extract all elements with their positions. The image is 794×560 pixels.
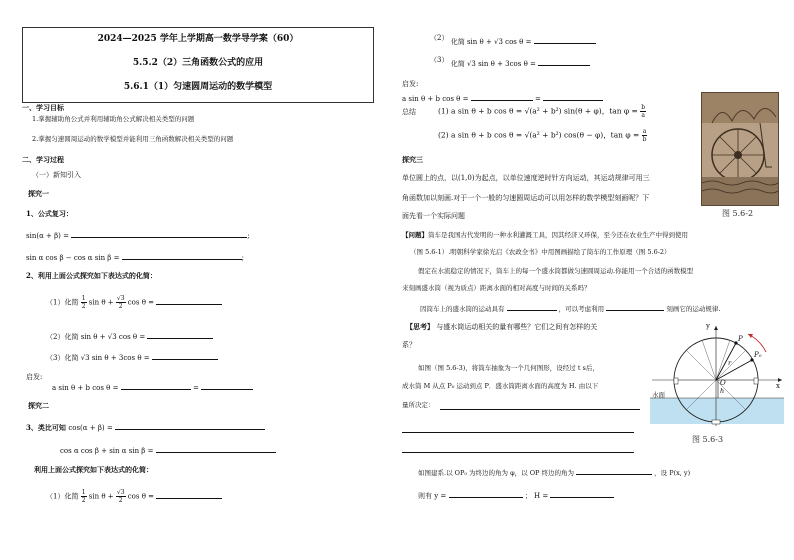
analogy-expr: cos(α + β) = (68, 424, 113, 432)
point-p-label: P (738, 335, 743, 343)
item3-line (46, 352, 218, 362)
waterwheel-illustration (701, 92, 779, 206)
answer-line-3 (402, 445, 634, 455)
blank-r3[interactable] (538, 58, 590, 66)
question-label: 【问题】 (402, 231, 428, 239)
analogy-prefix: 3、类比可知 (26, 423, 66, 432)
model-line-1: 如图（图 5.6-3)，将筒车抽象为一个几何图形，设经过 t s后， (418, 364, 599, 372)
r3-line: （3） 化简 √3 sin θ + 3cos θ = (430, 58, 590, 68)
item1-prefix: （1）化简 (46, 298, 79, 307)
item4-expr: sin θ + (88, 492, 116, 501)
simplify-heading: 2、利用上面公式探究如下表达式的化简： (26, 271, 157, 280)
para-line-3: 面先看一个实际问题 (402, 212, 465, 220)
r3-expr: √3 sin θ + 3cos θ = (466, 60, 536, 68)
blank-insight-2[interactable] (201, 382, 253, 390)
header-topic: 5.6.1（1）匀速圆周运动的数学模型 (123, 82, 273, 92)
header-box (22, 27, 374, 103)
blank-insight-1[interactable] (121, 382, 191, 390)
formula-expr: sin α cos β − cos α sin β = (26, 254, 120, 262)
blank-angle[interactable] (576, 467, 652, 475)
objective-2: 2.掌握匀速圆周运动的数学模型并能利用三角函数解决相关类型的问题 (32, 135, 234, 143)
item4-line (46, 489, 222, 504)
item3-expr: √3 sin θ + 3cos θ = (80, 354, 150, 362)
blank-insight-r2[interactable] (543, 93, 603, 101)
insight-label-right: 启发: (402, 80, 419, 88)
question-line-2: （图 5.6-1）.明朝科学家徐光启《农政全书》中用图画描绘了筒车的工作原理（图 5.6-2） (410, 248, 671, 256)
r2-prefix: 化简 (450, 38, 465, 46)
wheel-diagram-svg (648, 322, 786, 428)
fraction-sqrt3-half: $\frac{√3}{2}$ (116, 295, 125, 310)
r-label: r (728, 359, 732, 367)
blank-item4[interactable] (156, 491, 222, 499)
blank-H[interactable] (550, 490, 614, 498)
blank-item2[interactable] (147, 331, 213, 339)
analogy-formula: cos α cos β + sin α sin β = (60, 447, 154, 455)
formula-sin-line: sin(α + β) = ; (26, 232, 250, 240)
blank-insight-r1[interactable] (471, 93, 533, 101)
blank-y[interactable] (449, 490, 523, 498)
insight-line-right: a sin θ + b cos θ = = (402, 93, 603, 103)
para-line-1: 单位圆上的点，以(1,0)为起点，以单位速度逆时针方向运动，其运动规律可用三 (402, 174, 650, 182)
insight-line-left: a sin θ + b cos θ = = (52, 382, 253, 392)
question-line-1: 【问题】筒车是我国古代发明的一种水利灌溉工具，因其经济又环保，至今还在农业生产中得到使用 (402, 231, 688, 239)
item1-expr: sin θ + (88, 298, 116, 307)
blank-answer-2[interactable] (402, 425, 634, 433)
item2-prefix: （2）化简 (46, 333, 79, 341)
analogy-formula-line (60, 445, 276, 455)
h-label: h (720, 387, 725, 395)
answer-line-2 (402, 425, 634, 435)
model-line-2: 成水筒 M 从点 P₀ 运动到点 P．盛水筒距离水面的高度为 H. 由以下 (402, 382, 599, 390)
summary-2: (2) a sin θ + b cos θ = √(a² + b²) cos(θ − φ)，tan φ = $\frac{a}{b}$ (438, 128, 647, 143)
blank-cos-sum[interactable] (115, 422, 265, 430)
wheel-diagram (648, 322, 786, 428)
blank-periodicity[interactable] (507, 303, 557, 311)
insight-expr: a sin θ + b cos θ = (52, 384, 119, 392)
fraction-b-a: $\frac{b}{a}$ (641, 104, 646, 119)
item2-line (46, 331, 213, 341)
blank-answer-1[interactable] (440, 402, 640, 410)
review-heading: 1、公式复习： (26, 209, 73, 218)
blank-sin-sum[interactable] (71, 230, 247, 238)
think-label: 【思考】 (406, 322, 434, 331)
origin-label: O (720, 379, 726, 387)
think-line-2: 系？ (402, 341, 416, 349)
header-section: 5.5.2（2）三角函数公式的应用 (132, 58, 264, 68)
para-line-2: 角函数加以刻画.对于一个一般的匀速圆周运动可以用怎样的数学模型刻画呢？下 (402, 194, 650, 202)
question-line-4: 来刻画盛水筒（视为质点）距离水面的相对高度与时间的关系吗？ (402, 284, 591, 292)
summary-label: 总结 (402, 108, 416, 116)
item2-expr: sin θ + √3 cos θ = (80, 333, 146, 341)
blank-sin-diff[interactable] (122, 252, 242, 260)
objectives-heading: 一、学习目标 (22, 103, 64, 112)
axis-y-label: y (706, 322, 710, 330)
blank-cos-diff[interactable] (156, 445, 276, 453)
item4-prefix: （1）化简 (46, 492, 79, 501)
fig2-caption: 图 5.6-2 (722, 209, 754, 218)
think-line-1: 【思考】 与盛水筒运动相关的量有哪些？它们之间有怎样的关 (406, 322, 598, 331)
model-line-3: 量所决定： (402, 401, 435, 409)
blank-r2[interactable] (534, 36, 596, 44)
explore2-heading: 探究二 (28, 401, 49, 410)
blank-line: 因筒车上的盛水筒的运动具有 ，可以考虑利用 刻画它的运动规律. (420, 305, 721, 313)
fraction-half-2: $\frac{1}{2}$ (81, 489, 86, 504)
item1-tail: cos θ = (127, 298, 155, 307)
intro-heading: （一）新知引入 (32, 171, 81, 179)
blank-item3[interactable] (152, 352, 218, 360)
question-line-3: 假定在水流稳定的情况下，筒车上的每一个盛水筒都做匀速圆周运动.你能用一个合适的函数模型 (418, 267, 694, 275)
fraction-sqrt3-half-2: $\frac{√3}{2}$ (116, 489, 125, 504)
r3-prefix: 化简 (450, 60, 465, 68)
blank-item1[interactable] (156, 297, 222, 305)
item4-tail: cos θ = (127, 492, 155, 501)
r2-line: （2） 化简 sin θ + √3 cos θ = (430, 36, 596, 46)
fraction-half: $\frac{1}{2}$ (81, 295, 86, 310)
header-title: 2024—2025 学年上学期高一数学导学案（60） (97, 34, 299, 44)
objective-1: 1.掌握辅助角公式并利用辅助角公式解决相关类型的问题 (32, 115, 195, 123)
process-heading: 二、学习过程 (22, 155, 64, 164)
fraction-a-b: $\frac{a}{b}$ (642, 128, 647, 143)
then-line: 则有 y = ； H = (418, 490, 614, 500)
blank-function[interactable] (606, 303, 664, 311)
item3-prefix: （3）化简 (46, 354, 79, 362)
use-heading: 利用上面公式探究如下表达式的化简： (34, 465, 153, 474)
summary-1: (1) a sin θ + b cos θ = √(a² + b²) sin(θ + φ)，tan φ = $\frac{b}{a}$ (438, 104, 646, 119)
blank-answer-3[interactable] (402, 445, 634, 453)
r2-expr: sin θ + √3 cos θ = (466, 38, 532, 46)
item1-line (46, 295, 222, 310)
waterwheel-drawing (702, 93, 778, 205)
axis-x-label: x (776, 382, 780, 390)
answer-line-1 (440, 402, 640, 412)
insight-label-left: 启发: (26, 373, 43, 381)
analogy-line (26, 422, 265, 432)
phase-line: 如图建系.以 OP₀ 为终边的角为 φ，以 OP 终边的角为 ，设 P(x, y) (418, 469, 691, 477)
explore1-heading: 探究一 (28, 189, 49, 198)
point-p0-label: P₀ (754, 351, 762, 359)
water-label: 水面 (652, 391, 665, 399)
formula-sin: sin(α + β) = (26, 232, 69, 240)
formula-expr-line: sin α cos β − cos α sin β = ; (26, 254, 245, 262)
explore3-heading: 探究三 (402, 155, 423, 164)
fig3-caption: 图 5.6-3 (692, 435, 724, 444)
